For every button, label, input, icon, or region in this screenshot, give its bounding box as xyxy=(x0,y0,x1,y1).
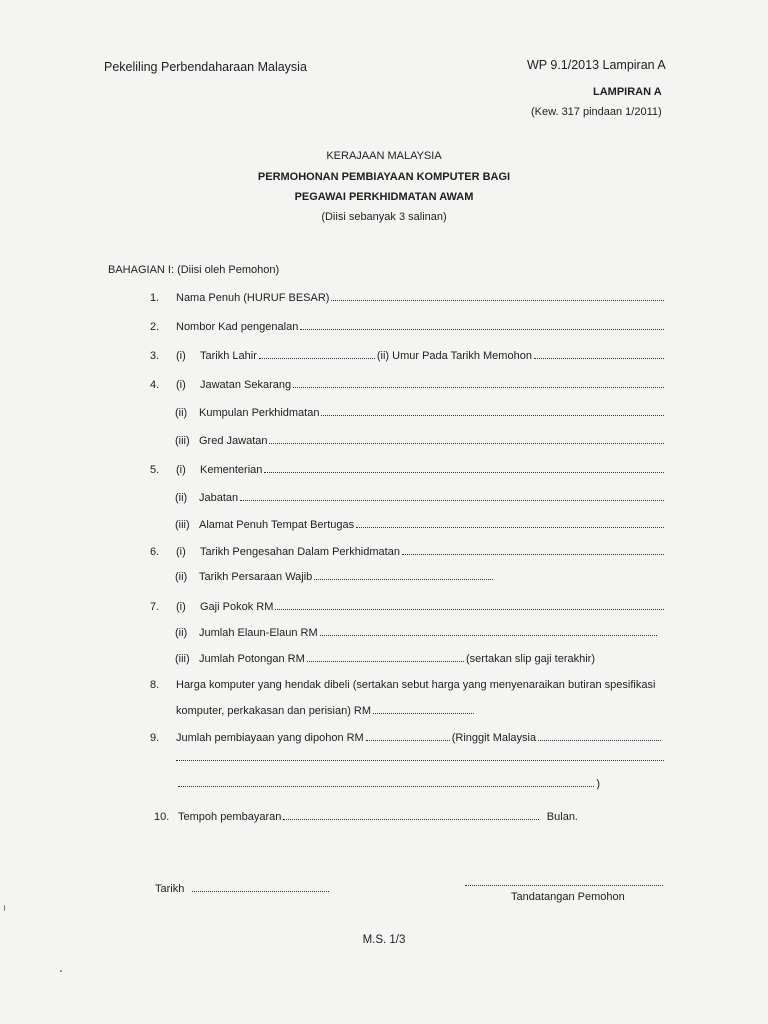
label-kumpulan: Kumpulan Perkhidmatan xyxy=(199,407,320,419)
item-number: 3. xyxy=(150,350,160,362)
field-pengesahan xyxy=(150,545,666,558)
label-harga-1: Harga komputer yang hendak dibeli (sertakan sebut harga yang menyenaraikan butiran spesifikasi xyxy=(176,679,656,691)
item-number: 9. xyxy=(150,732,160,744)
input-ringgit-line-3[interactable] xyxy=(178,777,594,787)
field-jabatan xyxy=(175,491,666,504)
label-tempoh: Tempoh pembayaran xyxy=(178,811,282,823)
field-alamat xyxy=(175,518,666,531)
label-close-paren: ) xyxy=(596,778,600,790)
sub-number: (iii) xyxy=(175,435,190,447)
label-tarikh-lahir: Tarikh Lahir xyxy=(200,350,257,362)
field-kad xyxy=(150,320,666,333)
header-right: WP 9.1/2013 Lampiran A xyxy=(527,58,666,72)
input-tarikh[interactable] xyxy=(192,882,329,892)
label-jawatan: Jawatan Sekarang xyxy=(200,379,292,391)
item-number: 1. xyxy=(150,292,160,304)
label-nama: Nama Penuh (HURUF BESAR) xyxy=(176,292,330,304)
title-line-3: PEGAWAI PERKHIDMATAN AWAM xyxy=(294,191,474,203)
input-ringgit[interactable] xyxy=(538,731,661,741)
label-persaraan: Tarikh Persaraan Wajib xyxy=(199,571,313,583)
input-elaun[interactable] xyxy=(320,626,657,636)
sub-number: (ii) xyxy=(175,407,188,419)
scan-speck xyxy=(60,970,62,972)
label-kad: Nombor Kad pengenalan xyxy=(176,321,299,333)
item-number: 6. xyxy=(150,546,160,558)
field-nama xyxy=(150,291,666,304)
field-tempoh xyxy=(154,810,578,823)
title-line-2: PERMOHONAN PEMBIAYAAN KOMPUTER BAGI xyxy=(257,171,511,183)
field-kementerian xyxy=(150,463,666,476)
input-harga[interactable] xyxy=(373,704,474,714)
label-bulan: Bulan. xyxy=(546,811,578,823)
field-ringgit-3 xyxy=(176,777,600,790)
input-umur[interactable] xyxy=(534,349,664,359)
field-elaun xyxy=(175,626,659,639)
input-gred[interactable] xyxy=(269,434,664,444)
label-umur: (ii) Umur Pada Tarikh Memohon xyxy=(376,350,532,362)
input-tarikh-lahir[interactable] xyxy=(259,349,375,359)
label-gred: Gred Jawatan xyxy=(199,435,268,447)
sub-number: (i) xyxy=(176,350,186,362)
label-gaji: Gaji Pokok RM xyxy=(200,601,274,613)
input-ringgit-line-2[interactable] xyxy=(176,752,664,761)
field-potongan xyxy=(175,652,595,665)
input-jawatan[interactable] xyxy=(293,378,664,388)
input-persaraan[interactable] xyxy=(314,570,493,580)
item-number: 7. xyxy=(150,601,160,613)
input-jabatan[interactable] xyxy=(240,491,664,501)
field-gred xyxy=(175,434,666,447)
item-number: 10. xyxy=(154,811,170,823)
lampiran-label: LAMPIRAN A xyxy=(593,86,662,98)
input-potongan[interactable] xyxy=(307,652,464,662)
label-tandatangan: Tandatangan Pemohon xyxy=(511,891,625,903)
item-number: 2. xyxy=(150,321,160,333)
title-line-1: KERAJAAN MALAYSIA xyxy=(326,150,442,162)
input-tempoh[interactable] xyxy=(283,810,538,820)
label-ringgit: (Ringgit Malaysia xyxy=(451,732,537,744)
sub-number: (i) xyxy=(176,379,186,391)
item-number: 4. xyxy=(150,379,160,391)
sub-number: (i) xyxy=(176,464,186,476)
sub-number: (iii) xyxy=(175,519,190,531)
page-number: M.S. 1/3 xyxy=(362,934,406,946)
input-gaji[interactable] xyxy=(275,600,664,610)
sub-number: (i) xyxy=(176,601,186,613)
label-potongan: Jumlah Potongan RM xyxy=(199,653,305,665)
field-harga xyxy=(150,679,655,691)
sub-number: (i) xyxy=(176,546,186,558)
label-alamat: Alamat Penuh Tempat Bertugas xyxy=(199,519,355,531)
sub-number: (ii) xyxy=(175,492,188,504)
field-gaji xyxy=(150,600,666,613)
label-pengesahan: Tarikh Pengesahan Dalam Perkhidmatan xyxy=(200,546,400,558)
input-alamat[interactable] xyxy=(356,518,664,528)
sub-number: (ii) xyxy=(175,571,188,583)
field-kumpulan xyxy=(175,406,666,419)
sub-number: (ii) xyxy=(175,627,188,639)
input-kumpulan[interactable] xyxy=(321,406,664,416)
item-number: 8. xyxy=(150,679,160,691)
label-harga-2: komputer, perkakasan dan perisian) RM xyxy=(176,705,372,717)
title-line-4: (Diisi sebanyak 3 salinan) xyxy=(321,211,447,223)
label-tarikh: Tarikh xyxy=(155,883,185,895)
input-nama[interactable] xyxy=(331,291,664,301)
field-tarikh xyxy=(155,882,331,895)
label-kementerian: Kementerian xyxy=(200,464,263,476)
header-left: Pekeliling Perbendaharaan Malaysia xyxy=(104,60,307,74)
input-pengesahan[interactable] xyxy=(402,545,664,555)
field-harga-2 xyxy=(176,704,476,717)
scan-speck xyxy=(4,905,5,911)
input-kad[interactable] xyxy=(300,320,664,330)
label-slip: (sertakan slip gaji terakhir) xyxy=(466,653,595,665)
section-heading: BAHAGIAN I: (Diisi oleh Pemohon) xyxy=(108,264,280,276)
label-jabatan: Jabatan xyxy=(199,492,239,504)
label-jumlah: Jumlah pembiayaan yang dipohon RM xyxy=(176,732,364,744)
input-kementerian[interactable] xyxy=(264,463,664,473)
label-elaun: Jumlah Elaun-Elaun RM xyxy=(199,627,318,639)
signature-line[interactable] xyxy=(465,877,663,886)
kew-label: (Kew. 317 pindaan 1/2011) xyxy=(531,106,662,118)
sub-number: (iii) xyxy=(175,653,190,665)
field-jumlah xyxy=(150,731,663,744)
field-lahir xyxy=(150,349,666,362)
field-jawatan xyxy=(150,378,666,391)
input-jumlah[interactable] xyxy=(366,731,450,741)
field-persaraan xyxy=(175,570,495,583)
item-number: 5. xyxy=(150,464,160,476)
